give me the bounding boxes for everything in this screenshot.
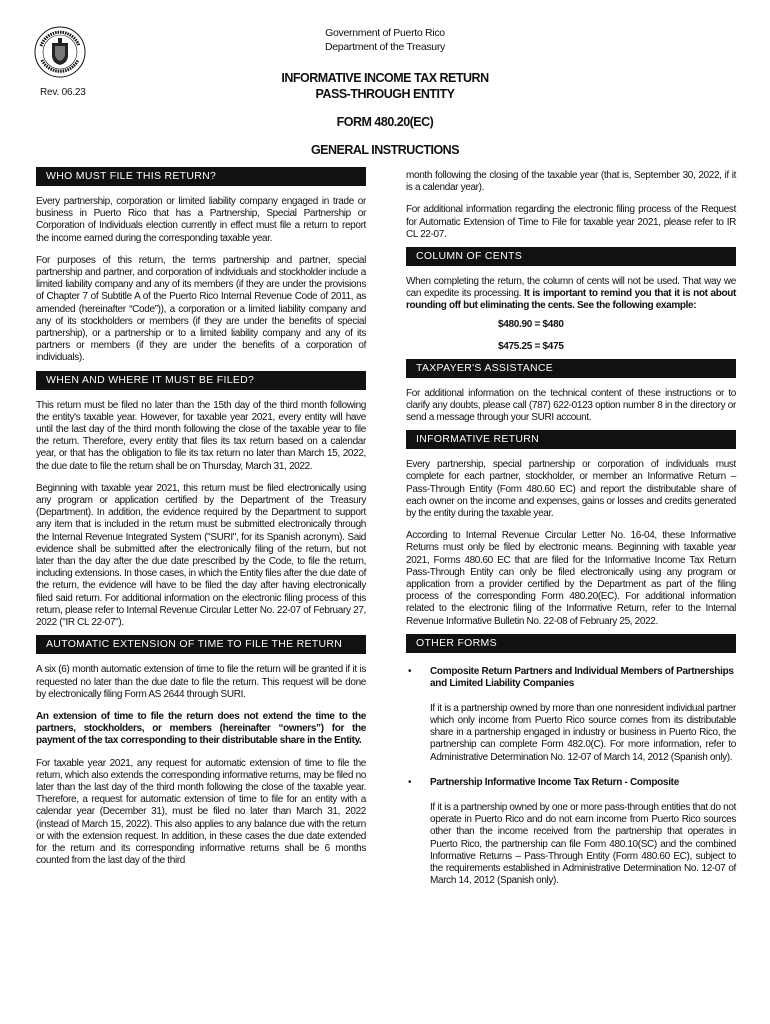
who-paragraph-2: For purposes of this return, the terms partnership and partner, special partnership and partner, and corporation of individuals and stockholder include a limited liability company and any of its members (if they are under the provisions of Chapter 7 of Subtitle A of the Puerto Rico Internal Revenue Code of 2011, as amended (hereinafter “Code”)), a corporation or a limited liability company and any of its stockholders or members (if they are under the benefits of special partnership), or a partnership or to a limited liability company and any of its partners or members (if they are under the benefits of a corporation of individuals). [36, 254, 366, 364]
other-form-title: Composite Return Partners and Individual Members of Partnerships and Limited Liability Companies [430, 665, 734, 689]
cents-paragraph-emphasis: It is important to remind you that it is not about rounding off but eliminating the cents. See the following example: [406, 288, 736, 312]
cents-paragraph [406, 276, 736, 313]
informative-paragraph-1: Every partnership, special partnership or corporation of individuals must complete for each partner, stockholder, or member an Informative Return – Pass-Through Entity (Form 480.60 EC) and report the distributable share of each owner on the income and expenses, gains or losses and credits generated by the entity during the taxable year. [406, 459, 736, 520]
right-column [406, 170, 736, 887]
doc-title-line1: INFORMATIVE INCOME TAX RETURN [281, 71, 489, 85]
informative-paragraph-2: According to Internal Revenue Circular Letter No. 16-04, these Informative Returns must only be filed by electronic means. Beginning with taxable year 2021, Forms 480.60 EC that are filed for the Informative Income Tax Return Pass-Through Entity can only be filed electronically using any program or application from a provider certified by the Department as part of the filing process of the corresponding Form 480.20(EC). For additional information related to the electronic filing of the Informative Return, refer to the Internal Revenue Informative Bulletin No. 22-08 of February 25, 2022. [406, 530, 736, 627]
other-form-text: If it is a partnership owned by one or more pass-through entities that do not operate in Puerto Rico and do not earn income from Puerto Rico sources other than the income received from the partnership that operates in Puerto Rico, the partnership can file Form 480.10(SC) and the combined Informative Returns – Pass-Through Entity (Form 480.60 EC), subject to the requirements established in Administrative Determination No. 12-07 of March 14, 2012 (Spanish only). [430, 801, 736, 887]
other-form-item [406, 666, 736, 690]
government-label: Government of Puerto Rico [325, 27, 445, 39]
section-header-column-of-cents: COLUMN OF CENTS [406, 247, 736, 266]
section-header-who-must-file: WHO MUST FILE THIS RETURN? [36, 167, 366, 186]
extension-paragraph-3: For taxable year 2021, any request for automatic extension of time to file the return, which also extends the corresponding informative returns, may be filed no later than the last day of the third month following the close of the taxable year. Therefore, a request for automatic extension of time to file for an entity with a calendar year (December 31), must be filed no later than March 31, 2022 (instead of March 15, 2022). This also applies to any balance due with the return or with the extension request. In addition, in these cases the due date extended for the return and its corresponding informative returns shall be 6 months counted from the last day of the third [36, 757, 366, 867]
section-header-taxpayer-assistance: TAXPAYER'S ASSISTANCE [406, 359, 736, 378]
section-header-when-where: WHEN AND WHERE IT MUST BE FILED? [36, 371, 366, 390]
other-form-title: Partnership Informative Income Tax Return - Composite [430, 776, 679, 788]
section-header-automatic-extension: AUTOMATIC EXTENSION OF TIME TO FILE THE RETURN [36, 635, 366, 654]
bullet-icon: • [408, 776, 412, 788]
extension-paragraph-2: An extension of time to file the return does not extend the time to the partners, stockholders, or members (hereinafter “owners”) for the payment of the tax corresponding to their distributable share in the Entity. [36, 710, 366, 747]
department-label: Department of the Treasury [324, 41, 445, 53]
when-paragraph-2: Beginning with taxable year 2021, this return must be filed electronically using any program or application certified by the Department of the Treasury (Department). In addition, the evidence required by the Department to support any item that is included in the return must be submitted electronically through the Internal Revenue Integrated System ("SURI", for its Spanish acronym). Said evidence shall be submitted after the electronically filing of the return, but not later than the day after the due date prescribed by the Code, to file the return, including extensions. In those cases, in which the Entity files after the due date of the return, the evidence will have to be filed the day after having electronically filed said return. For additional information on the electronic filing process of this return, please refer to Internal Revenue Circular Letter No. 22-07 of February 27, 2022 ("IR CL 22-07"). [36, 482, 366, 629]
cents-paragraph-text: When completing the return, the column of cents will not be used. That way we can expedite its processing. [406, 276, 736, 300]
when-paragraph-1: This return must be filed no later than the 15th day of the third month following the entity's taxable year. However, for taxable year 2021, every entity will have until the last day of the third month following the close of the taxable year to file the return. Therefore, every entity that files its tax return based on a calendar year, or that has the obligation to file its tax return no later than March 15, 2022, the due date to file the return shall be on Thursday, March 31, 2022. [36, 399, 366, 472]
left-column [36, 167, 366, 867]
instructions-title: GENERAL INSTRUCTIONS [310, 143, 460, 157]
bullet-icon: • [408, 665, 412, 677]
form-number: FORM 480.20(EC) [336, 115, 434, 129]
section-header-other-forms: OTHER FORMS [406, 634, 736, 653]
cents-example-1: $480.90 = $480 [498, 318, 564, 330]
extension-continued: month following the closing of the taxable year (that is, September 30, 2022, if it is a calendar year). [406, 170, 736, 194]
assistance-paragraph: For additional information on the technical content of these instructions or to clarify any doubts, please call (787) 622-0123 option number 8 in the directory or send a message through your SURI account. [406, 387, 736, 424]
extension-more-info: For additional information regarding the electronic filing process of the Request for Automatic Extension of Time to File for taxable year 2021, please refer to IR CL 22-07. [406, 204, 736, 240]
cents-example-2: $475.25 = $475 [498, 340, 564, 352]
section-header-informative-return: INFORMATIVE RETURN [406, 430, 736, 449]
other-form-item [406, 777, 736, 789]
extension-paragraph-1: A six (6) month automatic extension of time to file the return will be granted if it is requested no later than the due date to file the return. This request will be done by electronically filing Form AS 2644 through SURI. [36, 664, 366, 700]
revision-label: Rev. 06.23 [40, 87, 86, 98]
doc-title-line2: PASS-THROUGH ENTITY [315, 87, 455, 101]
who-paragraph-1: Every partnership, corporation or limited liability company engaged in trade or business in Puerto Rico that has a Partnership, Special Partnership or Corporation of Individuals election currently in effect must file a return to report the income earned during the corresponding taxable year. [36, 196, 366, 244]
other-form-text: If it is a partnership owned by more than one nonresident individual partner which only income from Puerto Rico source comes from its distributable share in a partnership engaged in industry or business in Puerto Rico, the partnership can complete Form 482.0(C). For more information, refer to Administrative Determination No. 12-07 of March 14, 2012 (Spanish only). [430, 702, 736, 763]
